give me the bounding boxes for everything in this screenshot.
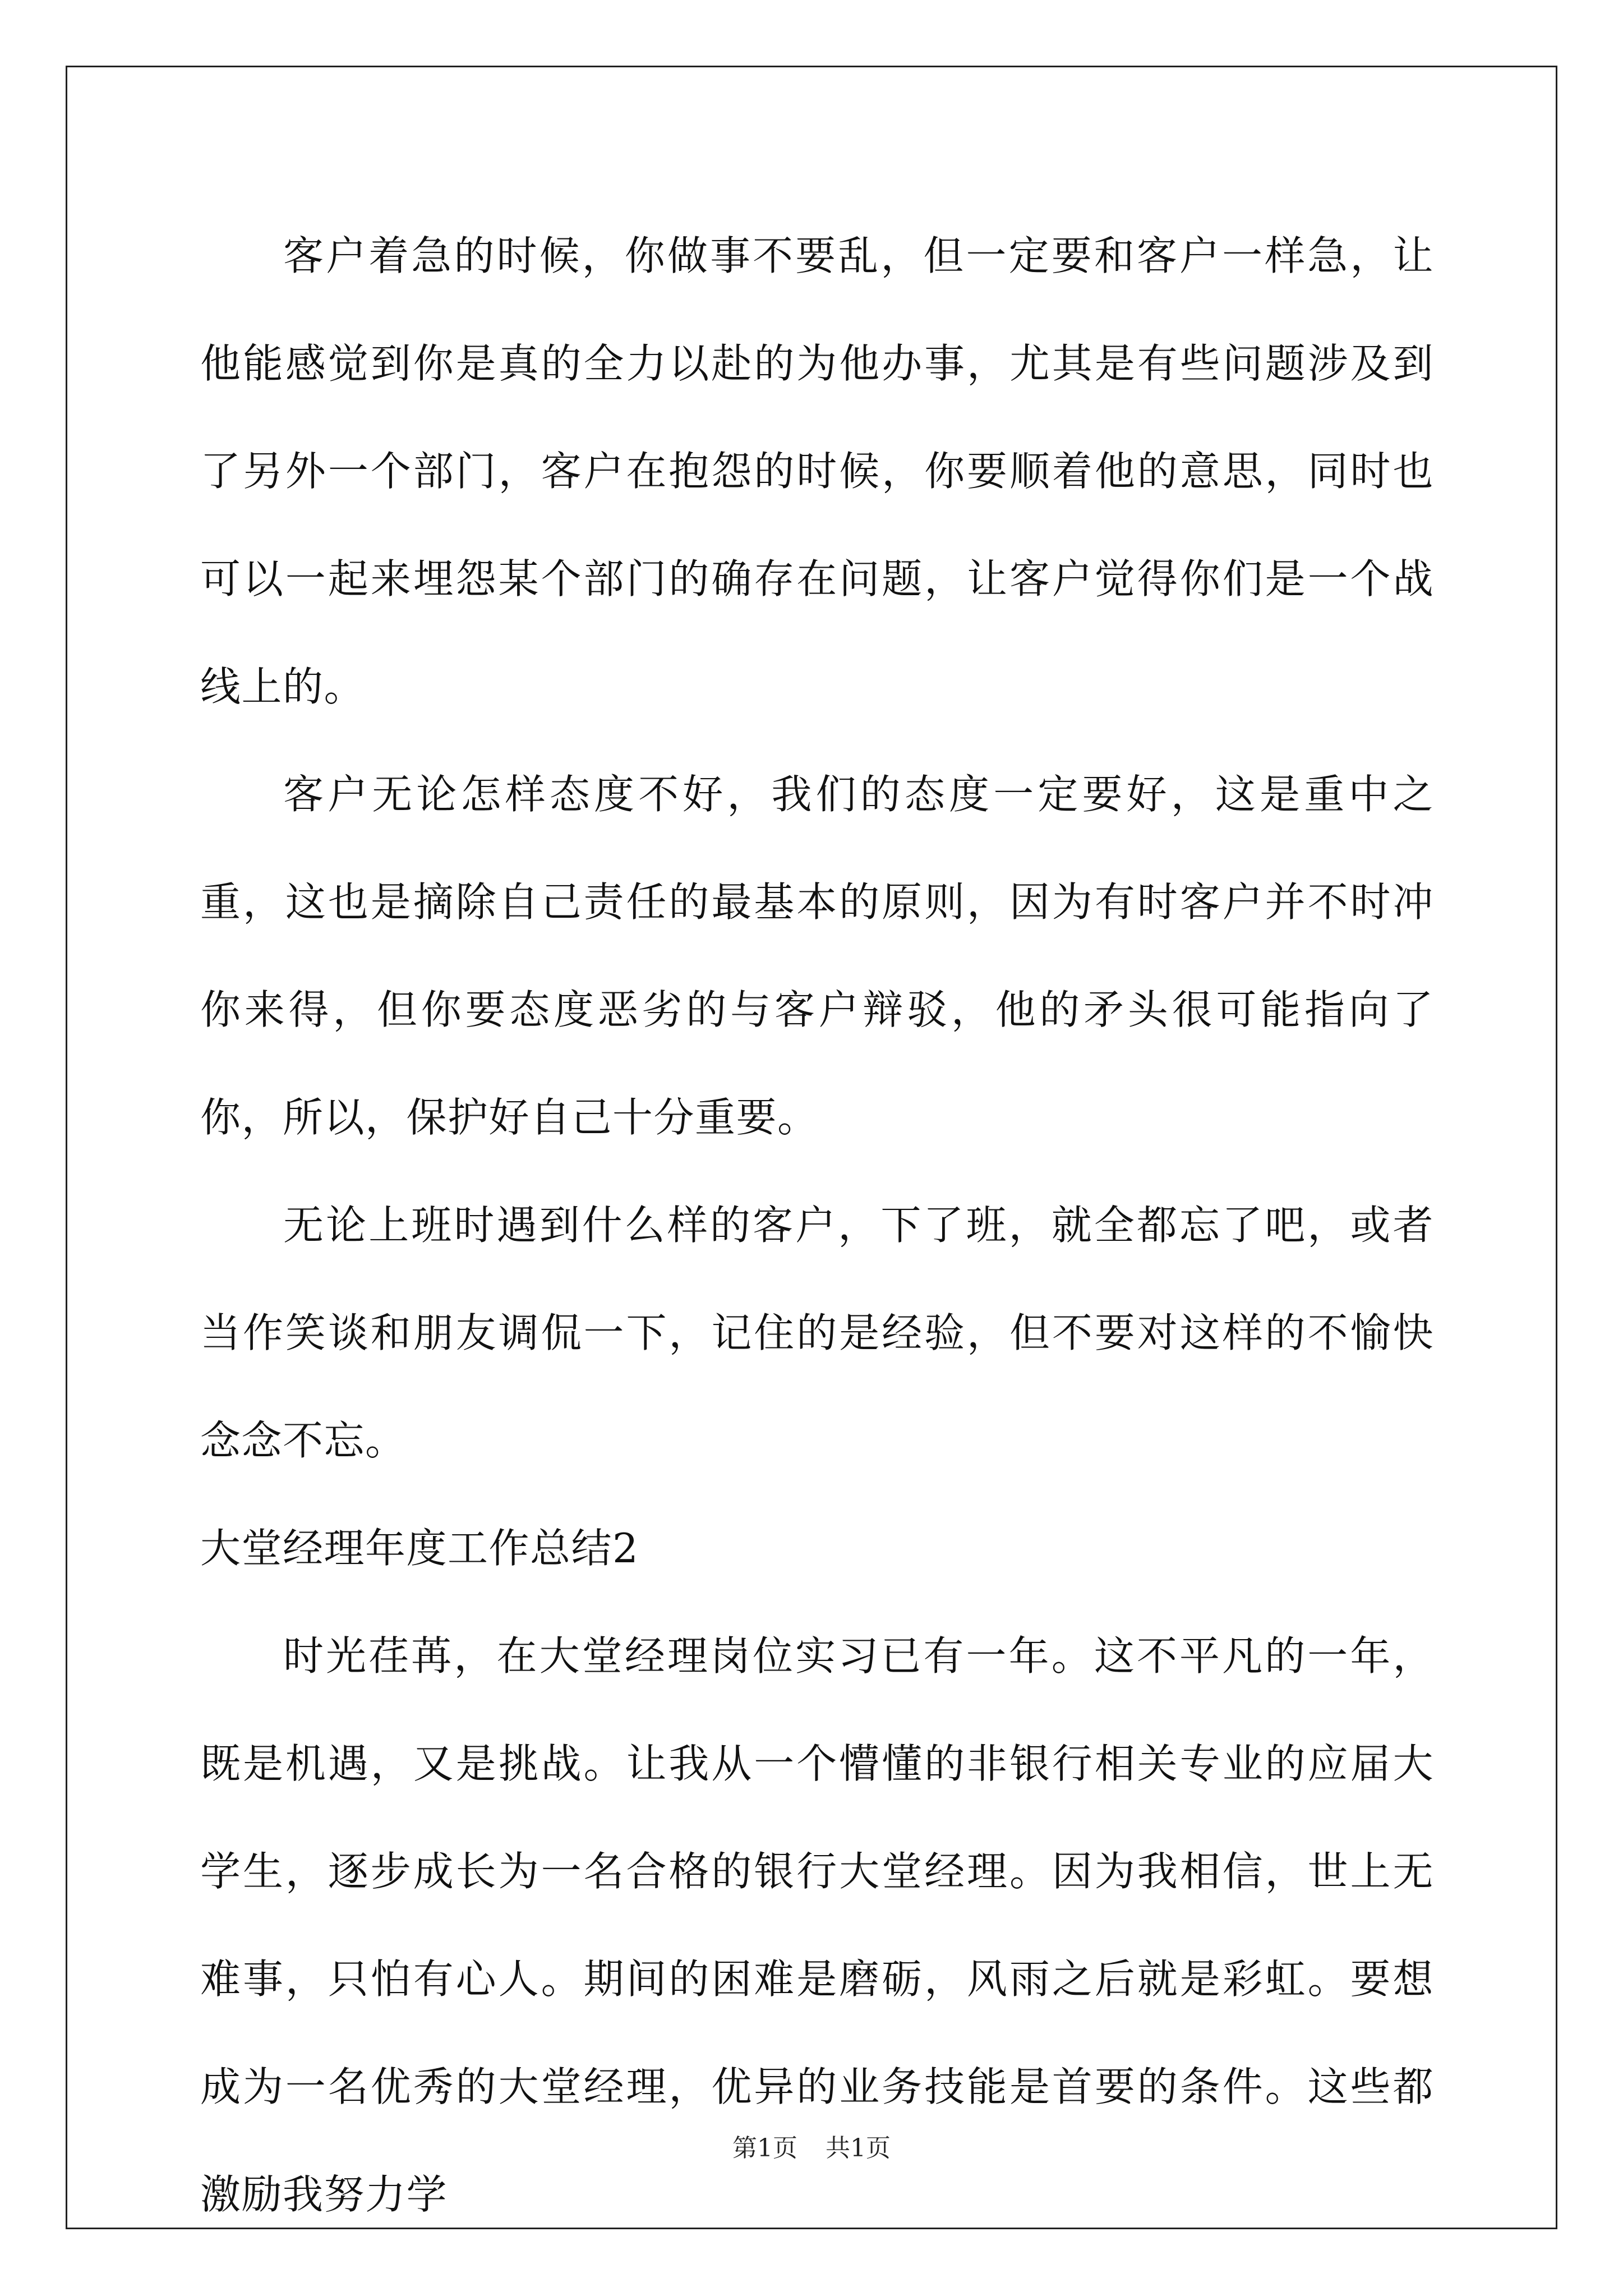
paragraph: 客户着急的时候，你做事不要乱，但一定要和客户一样急，让他能感觉到你是真的全力以赴的为他办事，尤其是有些问题涉及到了另外一个部门，客户在抱怨的时候，你要顺着他的意思，同时也可以一起来埋怨某个部门的确存在问题，让客户觉得你们是一个战线上的。 bbox=[200, 232, 1434, 710]
page-number-current: 第1页 bbox=[732, 2134, 797, 2162]
document-body bbox=[200, 202, 1434, 2248]
paragraph: 客户无论怎样态度不好，我们的态度一定要好，这是重中之重，这也是摘除自己责任的最基本的原则，因为有时客户并不时冲你来得，但你要态度恶劣的与客户辩驳，他的矛头很可能指向了你，所以，保护好自己十分重要。 bbox=[200, 771, 1434, 1141]
page-number-total: 共1页 bbox=[826, 2134, 891, 2162]
paragraph: 无论上班时遇到什么样的客户，下了班，就全都忘了吧，或者当作笑谈和朋友调侃一下，记住的是经验，但不要对这样的不愉快念念不忘。 bbox=[200, 1202, 1434, 1464]
paragraph: 时光荏苒，在大堂经理岗位实习已有一年。这不平凡的一年，既是机遇，又是挑战。让我从一个懵懂的非银行相关专业的应届大学生，逐步成长为一名合格的银行大堂经理。因为我相信，世上无难事，只怕有心人。期间的困难是磨砺，风雨之后就是彩虹。要想成为一名优秀的大堂经理，优异的业务技能是首要的条件。这些都激励我努力学 bbox=[200, 1632, 1434, 2218]
section-heading: 大堂经理年度工作总结2 bbox=[200, 1525, 639, 1572]
page-footer bbox=[0, 2132, 1623, 2165]
